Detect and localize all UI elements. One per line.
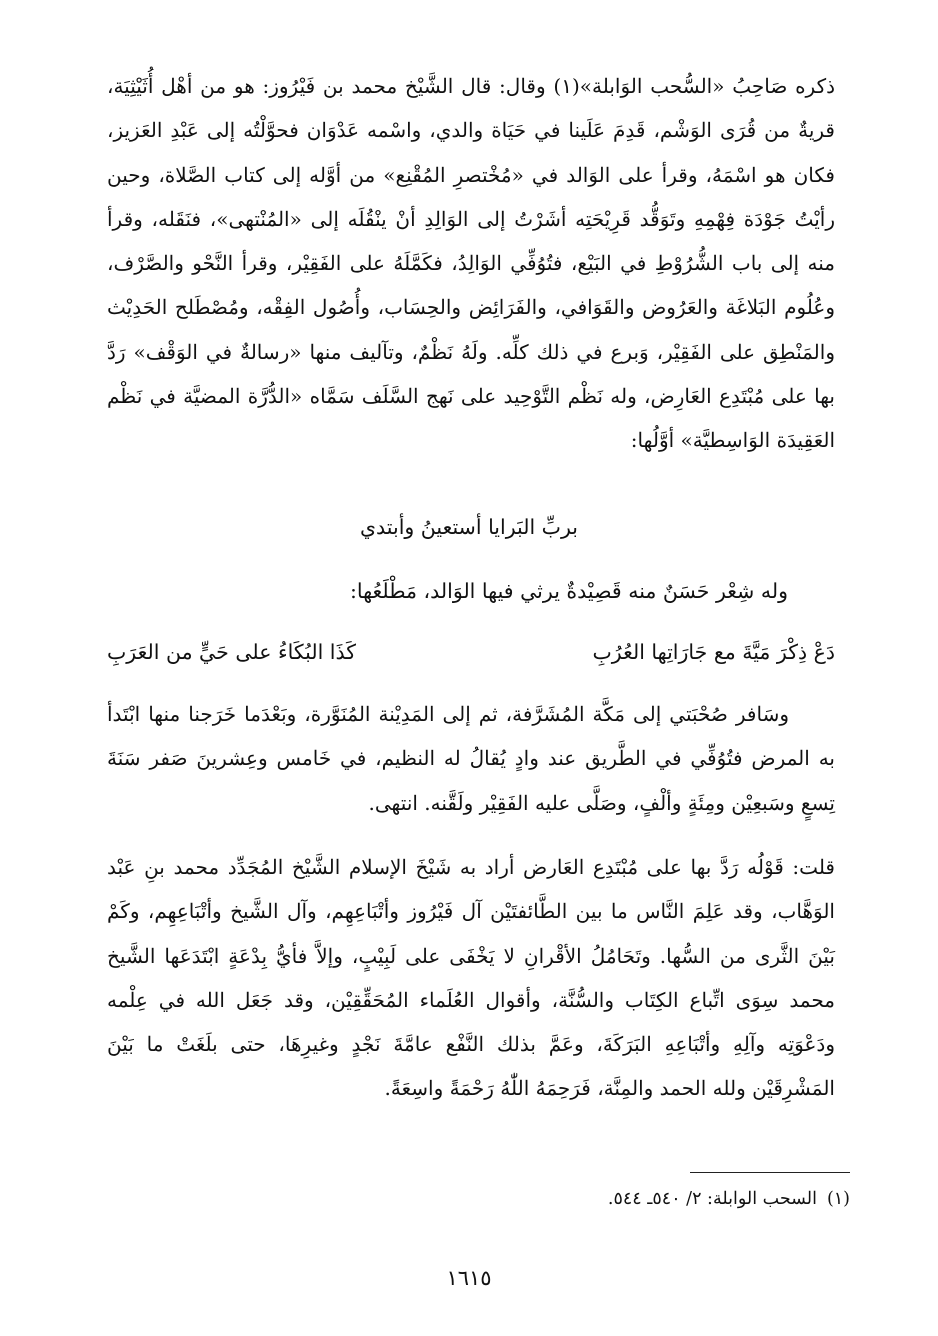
footnote-divider xyxy=(690,1172,850,1173)
travel-paragraph xyxy=(107,692,835,825)
travel-paragraph-text: وسَافر صُحْبَتي إلى مَكَّة المُشَرَّفة، ثم إلى المَدِيْنة المُنَوَّرة، وبَعْدَما خَرَجنا منها ابْتَدأ به المرض فتُوُفِّي في الطَّريق عند وادٍ يُقالُ له النظيم، في خَامس وعِشرينَ صَفر سَنَةَ تِسعٍ وسَبعِيْن ومِئَةٍ وألْفٍ، وصَلَّى عليه الفَقِيْر ولَقَّنه. انتهى. xyxy=(107,702,835,815)
elegy-verse xyxy=(107,640,835,684)
poem-opening-line: بربِّ البَرايا أستعينُ وأبتدي xyxy=(360,515,578,539)
poem-intro-line: وله شِعْر حَسَنٌ منه قَصِيْدةٌ يرثي فيها الوَالد، مَطْلَعُها: xyxy=(349,579,788,603)
page-number: ١٦١٥ xyxy=(446,1266,492,1290)
biography-paragraph xyxy=(107,64,835,463)
main-paragraph-text: ذكره صَاحِبُ «السُّحب الوَابلة»(١) وقال: قال الشَّيْخ محمد بن فَيْرُوز: هو من أهْل أُثَيْثِيَة، قريةٌ من قُرَى الوَشْم، قَدِمَ عَلَينا في حَيَاة والدي، واسْمه عَدْوَان فحوَّلْتُه إلى عَبْدِ العَزيز، فكان هو اسْمَهُ، وقرأ على الوَالد في «مُخْتصرِ المُقْنِع» من أوَّله إلى كتاب الصَّلاة، وحين رأيْتُ جَوْدَة فِهْمِهِ وتَوَقُّد قَرِيْحَتِه أشَرْتُ إلى الوَالِدِ أنْ ينْقُلَه إلى «المُنْتهى»، فنَقَله، وقرأ منه إلى باب الشُّرُوْطِ في البَيْع، فتُوُفِّي الوَالِدُ، فكَمَّلَهُ على الفَقِيْر، وقرأ النَّحْو والصَّرْف، وعُلُوم البَلاغَة والعَرُوض والقَوَافي، والفَرَائِض والحِسَاب، وأُصُول الفِقْه، ومُصْطَلح الحَدِيْث والمَنْطِق على الفَقِيْر، وَبرع في ذلك كلِّه. ولَهُ نَظْمٌ، وتآليف منها «رسالةٌ في الوَقْف» رَدَّ بها على مُبْتَدِع العَارِض، وله نَظْم التَّوْحِيد على نَهج السَّلَف سَمَّاه «الدُّرَّة المضيَّة في نَظْم العَقِيدَة الوَاسِطيَّة» أوَّلُها: xyxy=(107,74,836,453)
note-paragraph-text: قلت: قَوْلُه رَدَّ بها على مُبْتَدِع العَارض أراد به شَيْخَ الإسلام الشَّيْخ المُجَدِّد محمد بنِ عَبْد الوَهَّاب، وقد عَلِمَ النَّاس ما بين الطَّائفتَيْن آل فَيْرُوز وأتْبَاعِهِم، وآل الشَّيخ وأتْبَاعِهِم، وكَمْ بَيْنَ الثَّرى من السُّها. وتَحَامُلُ الأقْرانِ لا يَخْفَى على لَبِيْبٍ، وإلاَّ فأيُّ بِدْعَةٍ ابْتَدَعَها الشَّيخ محمد سِوَى اتِّباع الكِتَاب والسُّنَّة، وأقوال العُلَماء المُحَقِّقِيْن، وقد جَعَل الله في عِلْمه ودَعْوَتِه وآلِهِ وأتْبَاعِهِ البَرَكَةَ، وعَمَّ بذلك النَّفْع عامَّةَ نَجْدٍ وغيرِهَا، حتى بلَغَتْ ما بَيْنَ المَشْرِقَيْن ولله الحمد والمِنَّة، فَرَحِمَهُ اللّٰهُ رَحْمَةً واسِعَةً. xyxy=(107,855,835,1101)
verse-first-hemistich: دَعْ ذِكْرَ مَيَّةَ مع جَارَاتِها العُرُبِ xyxy=(592,640,835,664)
footnote-marker: (١) xyxy=(826,1189,850,1209)
footnote-text: السحب الوابلة: ٢/ ٥٤٠ـ ٥٤٤. xyxy=(607,1189,817,1209)
verse-second-hemistich: كَذَا البُكَاءُ على حَيٍّ من العَرَبِ xyxy=(107,640,357,664)
footnote xyxy=(598,1189,850,1209)
author-note-paragraph xyxy=(107,845,835,1111)
